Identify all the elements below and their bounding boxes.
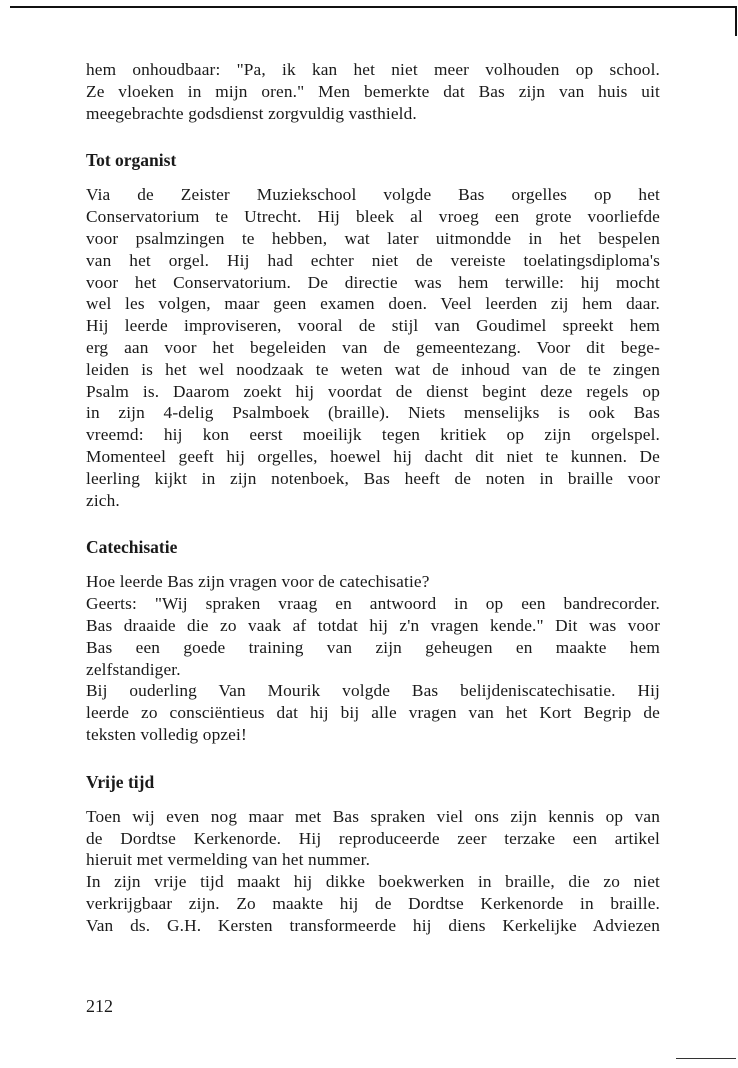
text-line: teksten volledig opzei!	[86, 724, 247, 744]
section-heading-catechisatie: Catechisatie	[86, 537, 178, 558]
text-line: van het orgel. Hij had echter niet de vereiste toelatingsdiploma's	[86, 250, 660, 270]
section-heading-vrije-tijd: Vrije tijd	[86, 771, 155, 792]
section-paragraph	[86, 593, 660, 680]
right-border-rule	[735, 6, 737, 36]
section-heading-tot-organist: Tot organist	[86, 150, 177, 171]
text-line: voor psalmzingen te hebben, wat later uitmondde in het bespelen	[86, 228, 660, 248]
section-paragraph	[86, 806, 660, 871]
text-line: erg aan voor het begeleiden van de gemeentezang. Voor dit bege-	[86, 337, 660, 357]
text-line: Hij leerde improviseren, vooral de stijl van Goudimel spreekt hem	[86, 316, 660, 336]
text-line: Hoe leerde Bas zijn vragen voor de catechisatie?	[86, 572, 430, 592]
text-line: In zijn vrije tijd maakt hij dikke boekwerken in braille, die zo niet	[86, 872, 660, 892]
text-line: meegebrachte godsdienst zorgvuldig vasthield.	[86, 103, 417, 123]
text-line: zelfstandiger.	[86, 659, 181, 679]
text-line: leerling kijkt in zijn notenboek, Bas heeft de noten in braille voor	[86, 468, 660, 488]
text-line: Toen wij even nog maar met Bas spraken viel ons zijn kennis op van	[86, 806, 660, 826]
text-line: Via de Zeister Muziekschool volgde Bas orgelles op het	[86, 185, 660, 205]
section-paragraph	[86, 871, 660, 936]
page-number: 212	[86, 996, 113, 1016]
intro-paragraph	[86, 59, 660, 124]
text-line: de Dordtse Kerkenorde. Hij reproduceerde zeer terzake een artikel	[86, 828, 660, 848]
bottom-corner-rule	[676, 1058, 736, 1059]
text-line: leiden is het wel noodzaak te weten wat de inhoud van de te zingen	[86, 359, 660, 379]
text-line: Momenteel geeft hij orgelles, hoewel hij dacht dit niet te kunnen. De	[86, 446, 660, 466]
text-line: wel les volgen, maar geen examen doen. Veel leerden zij hem daar.	[86, 294, 660, 314]
top-border-rule	[10, 6, 736, 8]
text-line: leerde zo consciëntieus dat hij bij alle vragen van het Kort Begrip de	[86, 703, 660, 723]
section-paragraph	[86, 680, 660, 745]
text-line: Bas draaide die zo vaak af totdat hij z'n vragen kende." Dit was voor	[86, 615, 660, 635]
text-line: in zijn 4-delig Psalmboek (braille). Niets menselijks is ook Bas	[86, 403, 660, 423]
section-paragraph	[86, 184, 660, 511]
text-line: vreemd: hij kon eerst moeilijk tegen kritiek op zijn orgelspel.	[86, 425, 660, 445]
text-line: Bij ouderling Van Mourik volgde Bas belijdeniscatechisatie. Hij	[86, 681, 660, 701]
text-line: Ze vloeken in mijn oren." Men bemerkte dat Bas zijn van huis uit	[86, 81, 660, 101]
section-paragraph	[86, 571, 660, 593]
text-line: Geerts: "Wij spraken vraag en antwoord in op een bandrecorder.	[86, 594, 660, 614]
text-line: verkrijgbaar zijn. Zo maakte hij de Dordtse Kerkenorde in braille.	[86, 893, 660, 913]
text-line: hieruit met vermelding van het nummer.	[86, 850, 371, 870]
page-body	[86, 59, 660, 937]
text-line: Bas een goede training van zijn geheugen en maakte hem	[86, 637, 660, 657]
text-line: zich.	[86, 490, 120, 510]
text-line: Van ds. G.H. Kersten transformeerde hij diens Kerkelijke Adviezen	[86, 915, 660, 935]
text-line: Psalm is. Daarom zoekt hij voordat de dienst begint deze regels op	[86, 381, 660, 401]
text-line: voor het Conservatorium. De directie was hem terwille: hij mocht	[86, 272, 660, 292]
text-line: hem onhoudbaar: "Pa, ik kan het niet meer volhouden op school.	[86, 60, 660, 79]
text-line: Conservatorium te Utrecht. Hij bleek al vroeg een grote voorliefde	[86, 207, 660, 227]
